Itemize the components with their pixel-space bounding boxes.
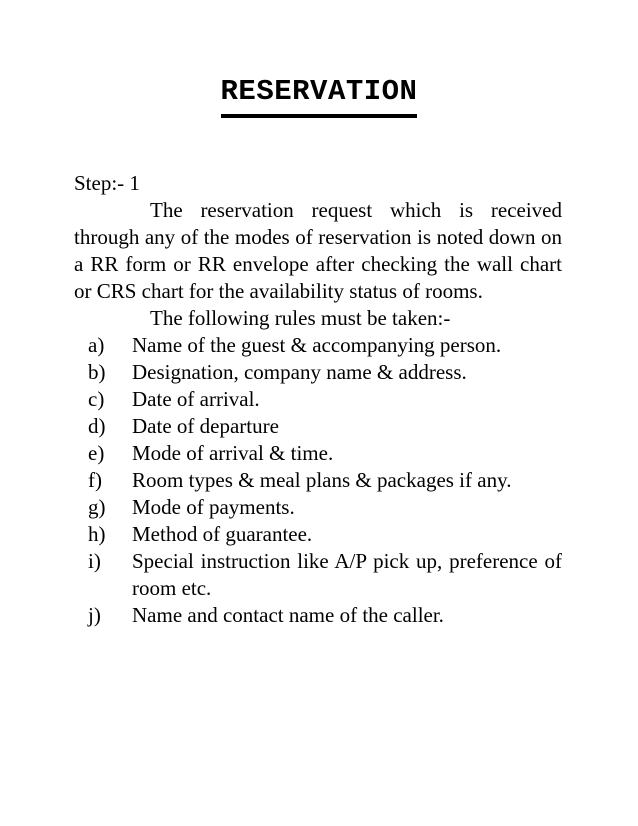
intro-paragraph: The reservation request which is received through any of the modes of reservation is noted down on a RR form or RR envelope after checking the wall chart or CRS chart for the availability status of rooms.	[74, 198, 562, 303]
rule-marker: j)	[88, 603, 101, 627]
rule-marker: b)	[88, 360, 106, 384]
rule-marker: c)	[88, 387, 105, 411]
rule-item-g	[74, 494, 562, 521]
rule-item-h	[74, 521, 562, 548]
rule-item-i	[74, 548, 562, 602]
rule-text: Designation, company name & address.	[132, 360, 467, 384]
rule-text: Mode of payments.	[132, 495, 295, 519]
step-label: Step:- 1	[74, 171, 140, 195]
rule-text: Special instruction like A/P pick up, preference of room etc.	[132, 549, 562, 600]
page-title: RESERVATION	[221, 74, 418, 118]
rule-marker: h)	[88, 522, 106, 546]
rule-text: Method of guarantee.	[132, 522, 313, 546]
rule-marker: e)	[88, 441, 105, 465]
rule-text: Name of the guest & accompanying person.	[132, 333, 502, 357]
rule-marker: d)	[88, 414, 106, 438]
rule-marker: g)	[88, 495, 106, 519]
rule-marker: i)	[88, 549, 101, 573]
rule-item-b	[74, 359, 562, 386]
rules-lead: The following rules must be taken:-	[150, 306, 451, 330]
rule-text: Mode of arrival & time.	[132, 441, 334, 465]
rule-text: Name and contact name of the caller.	[132, 603, 444, 627]
rule-text: Date of departure	[132, 414, 279, 438]
rule-item-d	[74, 413, 562, 440]
document-body	[74, 170, 562, 629]
rule-marker: f)	[88, 468, 102, 492]
rule-marker: a)	[88, 333, 105, 357]
rule-item-j	[74, 602, 562, 629]
rule-item-e	[74, 440, 562, 467]
title-container	[0, 74, 638, 118]
rule-item-f	[74, 467, 562, 494]
rule-text: Room types & meal plans & packages if any.	[132, 468, 512, 492]
rule-item-a	[74, 332, 562, 359]
rules-list	[74, 332, 562, 629]
rule-item-c	[74, 386, 562, 413]
rule-text: Date of arrival.	[132, 387, 260, 411]
